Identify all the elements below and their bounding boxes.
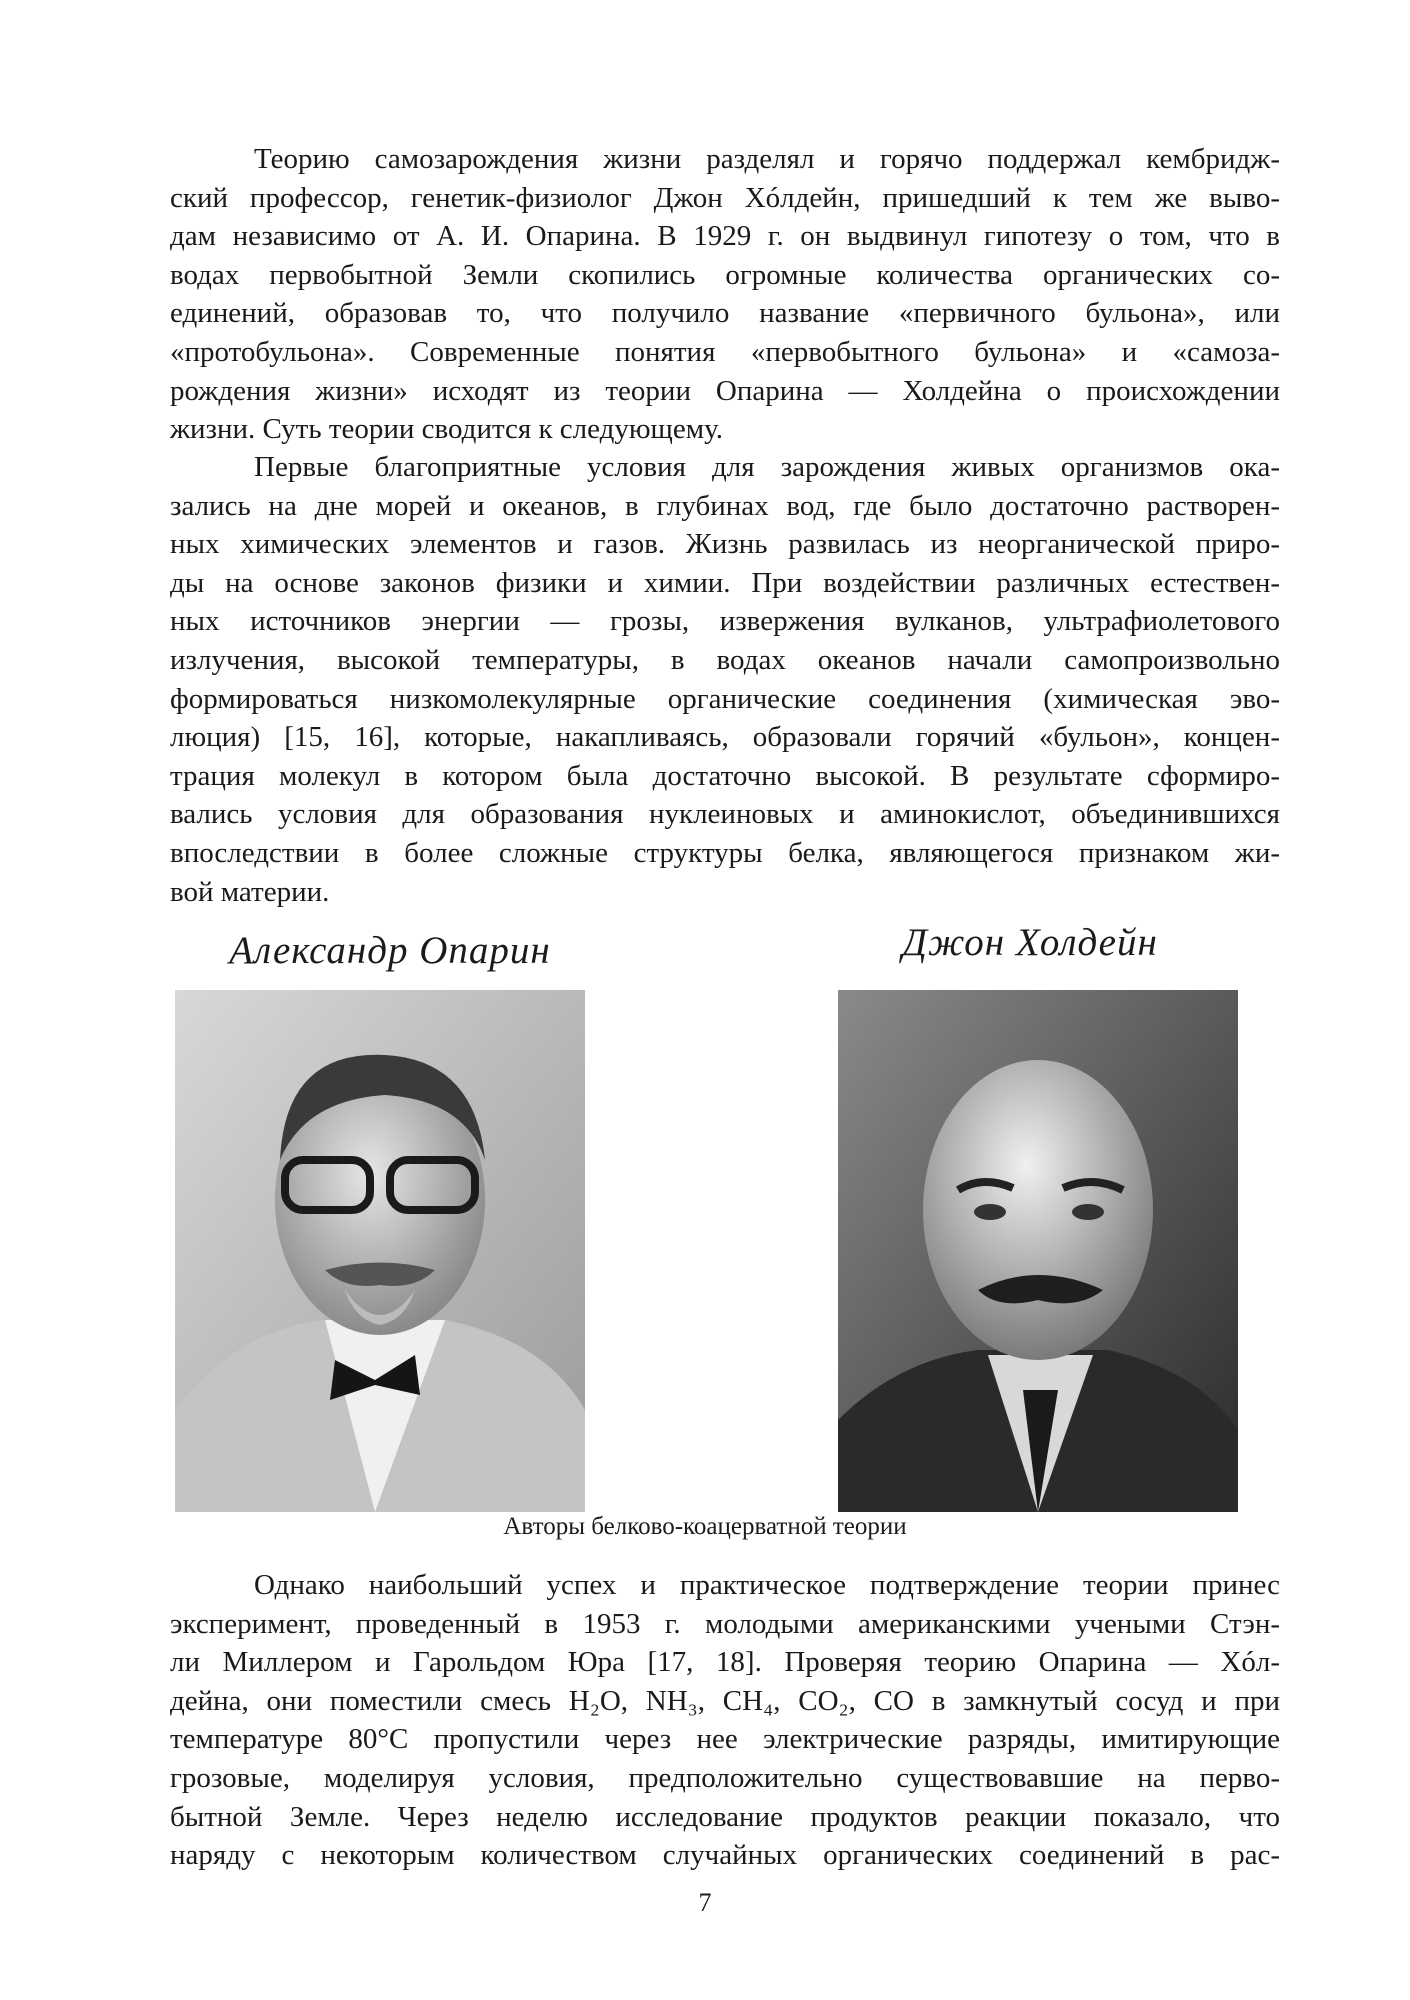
paragraph-3 xyxy=(170,1566,1280,1875)
text-line: ды на основе законов физики и химии. При воздействии различных естествен- xyxy=(170,566,1280,599)
paragraph-1 xyxy=(170,140,1280,449)
portrait-label-oparin: Александр Опарин xyxy=(229,929,551,972)
text-line: трация молекул в котором была достаточно высокой. В результате сформиро- xyxy=(170,759,1280,792)
portrait-label-haldane: Джон Холдейн xyxy=(902,921,1158,964)
portrait-photo-haldane xyxy=(838,990,1238,1512)
text-line: температуре 80°С пропустили через нее электрические разряды, имитирующие xyxy=(170,1723,1280,1756)
text-line: Однако наибольший успех и практическое подтверждение теории принес xyxy=(254,1569,1280,1601)
text-line: зались на дне морей и океанов, в глубинах вод, где было достаточно растворен- xyxy=(170,489,1280,522)
text-line: Первые благоприятные условия для зарождения живых организмов ока- xyxy=(254,451,1280,483)
page-number: 7 xyxy=(698,1888,712,1917)
text-line: дейна, они поместили смесь H₂O, NH₃, CH₄, CO₂, CO в замкнутый сосуд и при xyxy=(170,1684,1280,1717)
text-line: дам независимо от А. И. Опарина. В 1929 г. он выдвинул гипотезу о том, что в xyxy=(170,220,1280,253)
text-line: «протобульона». Современные понятия «первобытного бульона» и «самоза- xyxy=(170,335,1280,368)
text-line: ных источников энергии — грозы, извержения вулканов, ультрафиолетового xyxy=(170,605,1280,638)
figure-caption: Авторы белково-коацерватной теории xyxy=(503,1513,907,1540)
text-line: Теорию самозарождения жизни разделял и горячо поддержал кембридж- xyxy=(254,143,1280,175)
text-line: ский профессор, генетик-физиолог Джон Хóлдейн, пришедший к тем же выво- xyxy=(170,181,1280,214)
text-line: излучения, высокой температуры, в водах океанов начали самопроизвольно xyxy=(170,643,1280,676)
text-line: люция) [15, 16], которые, накапливаясь, образовали горячий «бульон», концен- xyxy=(170,721,1280,754)
text-line: жизни. Суть теории сводится к следующему. xyxy=(170,413,723,446)
text-line: бытной Земле. Через неделю исследование продуктов реакции показало, что xyxy=(170,1800,1280,1833)
text-line: наряду с некоторым количеством случайных органических соединений в рас- xyxy=(170,1839,1280,1872)
text-line: ли Миллером и Гарольдом Юра [17, 18]. Проверяя теорию Опарина — Хóл- xyxy=(170,1646,1280,1679)
text-line: впоследствии в более сложные структуры белка, являющегося признаком жи- xyxy=(170,836,1280,869)
text-line: вой материи. xyxy=(170,875,330,908)
portrait-photo-oparin xyxy=(175,990,585,1512)
text-line: вались условия для образования нуклеиновых и аминокислот, объединившихся xyxy=(170,798,1280,831)
paragraph-2 xyxy=(170,448,1280,911)
text-line: формироваться низкомолекулярные органические соединения (химическая эво- xyxy=(170,682,1280,715)
text-line: эксперимент, проведенный в 1953 г. молодыми американскими учеными Стэн- xyxy=(170,1607,1280,1640)
text-line: рождения жизни» исходят из теории Опарина — Холдейна о происхождении xyxy=(170,374,1280,407)
text-line: водах первобытной Земли скопились огромные количества органических со- xyxy=(170,258,1280,291)
text-line: грозовые, моделируя условия, предположительно существовавшие на перво- xyxy=(170,1761,1280,1794)
text-line: единений, образовав то, что получило название «первичного бульона», или xyxy=(170,297,1280,330)
text-line: ных химических элементов и газов. Жизнь развилась из неорганической приро- xyxy=(170,528,1280,561)
